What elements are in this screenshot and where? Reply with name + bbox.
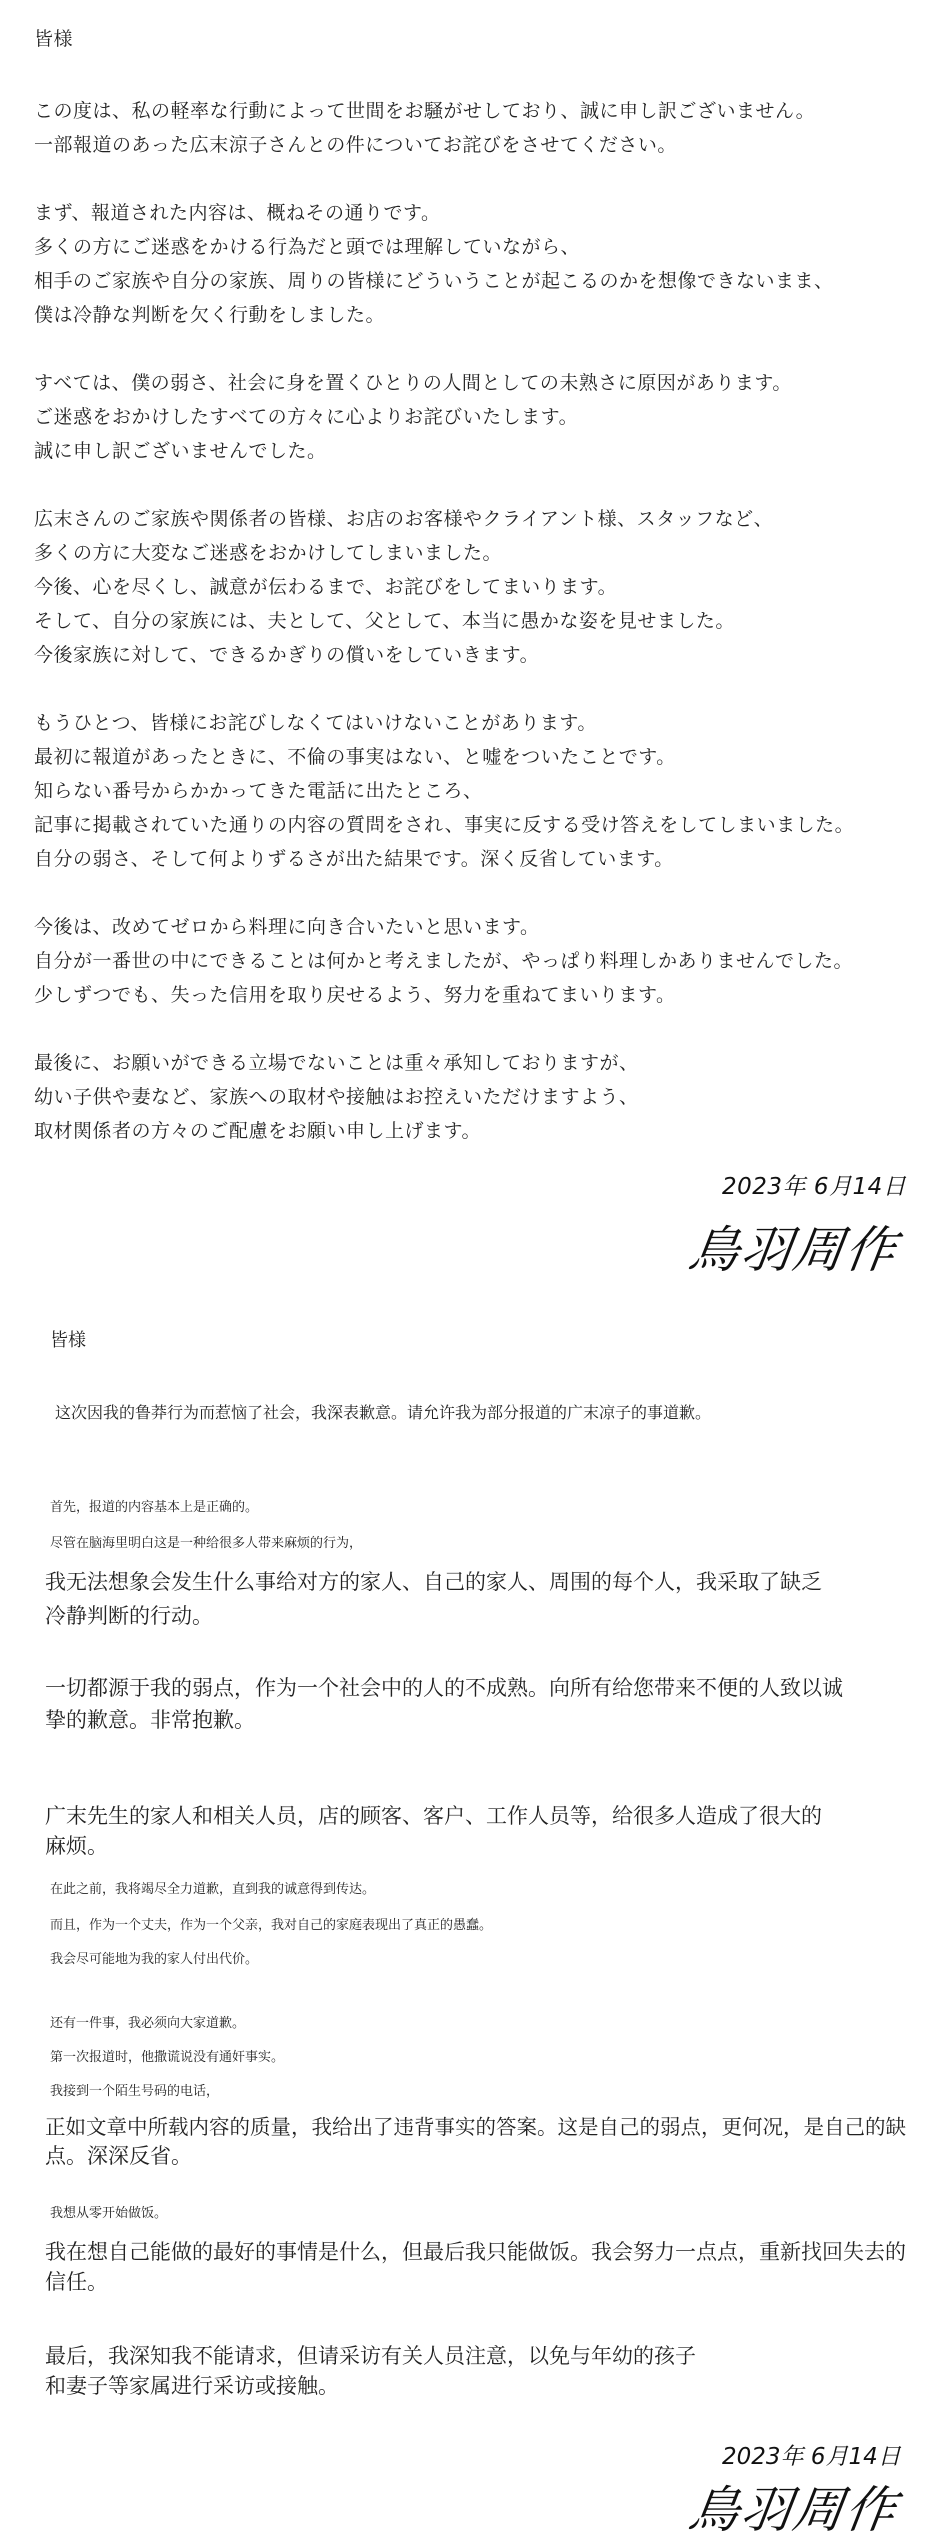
jp-line: 僕は冷静な判断を欠く行動をしました。 <box>34 304 386 326</box>
jp-line: そして、自分の家族には、夫として、父として、本当に愚かな姿を見せました。 <box>34 610 735 632</box>
jp-line: 幼い子供や妻など、家族への取材や接触はお控えいただけますよう、 <box>34 1086 639 1108</box>
cn-line: 而且，作为一个丈夫，作为一个父亲，我对自己的家庭表现出了真正的愚蠢。 <box>50 1918 493 1933</box>
cn-signature: 鳥羽周作 <box>685 2481 902 2539</box>
jp-line: ご迷惑をおかけしたすべての方々に心よりお詫びいたします。 <box>34 406 579 428</box>
jp-line: 記事に掲載されていた通りの内容の質問をされ、事実に反する受け答えをしてしまいました。 <box>34 814 855 836</box>
cn-line: 麻烦。 <box>45 1834 108 1858</box>
cn-line: 在此之前，我将竭尽全力道歉，直到我的诚意得到传达。 <box>50 1882 376 1897</box>
jp-line: 少しずつでも、失った信用を取り戻せるよう、努力を重ねてまいります。 <box>34 984 676 1006</box>
jp-line: 取材関係者の方々のご配慮をお願い申し上げます。 <box>34 1120 481 1142</box>
cn-line: 我无法想象会发生什么事给对方的家人、自己的家人、周围的每个人，我采取了缺乏 <box>45 1570 822 1594</box>
jp-line: 相手のご家族や自分の家族、周りの皆様にどういうことが起こるのかを想像できないまま、 <box>34 270 834 292</box>
jp-line: この度は、私の軽率な行動によって世間をお騒がせしており、誠に申し訳ございません。 <box>34 100 816 122</box>
jp-line: 多くの方に大変なご迷惑をおかけしてしまいました。 <box>34 542 503 564</box>
jp-line: 広末さんのご家族や関係者の皆様、お店のお客様やクライアント様、スタッフなど、 <box>34 508 774 530</box>
cn-line: 我在想自己能做的最好的事情是什么，但最后我只能做饭。我会努力一点点，重新找回失去的 <box>45 2240 906 2264</box>
cn-line: 最后，我深知我不能请求，但请采访有关人员注意，以免与年幼的孩子 <box>45 2344 696 2368</box>
cn-line: 一切都源于我的弱点，作为一个社会中的人的不成熟。向所有给您带来不便的人致以诚 <box>45 1676 843 1700</box>
cn-line: 冷静判断的行动。 <box>45 1604 213 1628</box>
jp-line: まず、報道された内容は、概ねその通りです。 <box>34 202 441 224</box>
jp-line: 一部報道のあった広末涼子さんとの件についてお詫びをさせてください。 <box>34 134 677 156</box>
cn-line: 我接到一个陌生号码的电话， <box>50 2084 220 2099</box>
cn-line: 首先，报道的内容基本上是正确的。 <box>50 1500 259 1515</box>
jp-line: 多くの方にご迷惑をかける行為だと頭では理解していながら、 <box>34 236 581 258</box>
jp-signature: 鳥羽周作 <box>685 1221 902 1279</box>
cn-line: 尽管在脑海里明白这是一种给很多人带来麻烦的行为， <box>50 1536 363 1551</box>
jp-date: 2023年 6月14日 <box>722 1174 907 1200</box>
jp-salutation: 皆様 <box>34 28 74 50</box>
jp-line: 今後、心を尽くし、誠意が伝わるまで、お詫びをしてまいります。 <box>34 576 618 598</box>
jp-line: 最初に報道があったときに、不倫の事実はない、と嘘をついたことです。 <box>34 746 676 768</box>
jp-line: 知らない番号からかかってきた電話に出たところ、 <box>34 780 483 802</box>
cn-line: 这次因我的鲁莽行为而惹恼了社会，我深表歉意。请允许我为部分报道的广末凉子的事道歉。 <box>55 1403 712 1422</box>
cn-salutation: 皆様 <box>50 1330 86 1351</box>
jp-line: 今後は、改めてゼロから料理に向き合いたいと思います。 <box>34 916 540 938</box>
cn-line: 还有一件事，我必须向大家道歉。 <box>50 2016 246 2031</box>
cn-line: 点。深深反省。 <box>45 2144 192 2168</box>
cn-line: 和妻子等家属进行采访或接触。 <box>45 2374 339 2398</box>
cn-line: 我想从零开始做饭。 <box>50 2206 168 2221</box>
cn-line: 挚的歉意。非常抱歉。 <box>45 1708 255 1732</box>
chinese-translation <box>0 1290 940 2543</box>
cn-line: 信任。 <box>45 2270 108 2294</box>
cn-line: 正如文章中所载内容的质量，我给出了违背事实的答案。这是自己的弱点，更何况，是自己的缺 <box>45 2115 906 2139</box>
jp-line: 自分が一番世の中にできることは何かと考えましたが、やっぱり料理しかありませんでした。 <box>34 950 854 972</box>
cn-line: 我会尽可能地为我的家人付出代价。 <box>50 1952 259 1967</box>
jp-line: 最後に、お願いができる立場でないことは重々承知しておりますが、 <box>34 1052 639 1074</box>
jp-line: すべては、僕の弱さ、社会に身を置くひとりの人間としての未熟さに原因があります。 <box>34 372 792 394</box>
jp-line: 誠に申し訳ございませんでした。 <box>34 440 327 462</box>
cn-date: 2023年 6月14日 <box>722 2444 901 2470</box>
cn-line: 第一次报道时，他撒谎说没有通奸事实。 <box>50 2050 285 2065</box>
cn-line: 广末先生的家人和相关人员，店的顾客、客户、工作人员等，给很多人造成了很大的 <box>45 1804 822 1828</box>
jp-line: もうひとつ、皆様にお詫びしなくてはいけないことがあります。 <box>34 712 597 734</box>
jp-line: 今後家族に対して、できるかぎりの償いをしていきます。 <box>34 644 540 666</box>
jp-line: 自分の弱さ、そして何よりずるさが出た結果です。深く反省しています。 <box>34 848 674 870</box>
